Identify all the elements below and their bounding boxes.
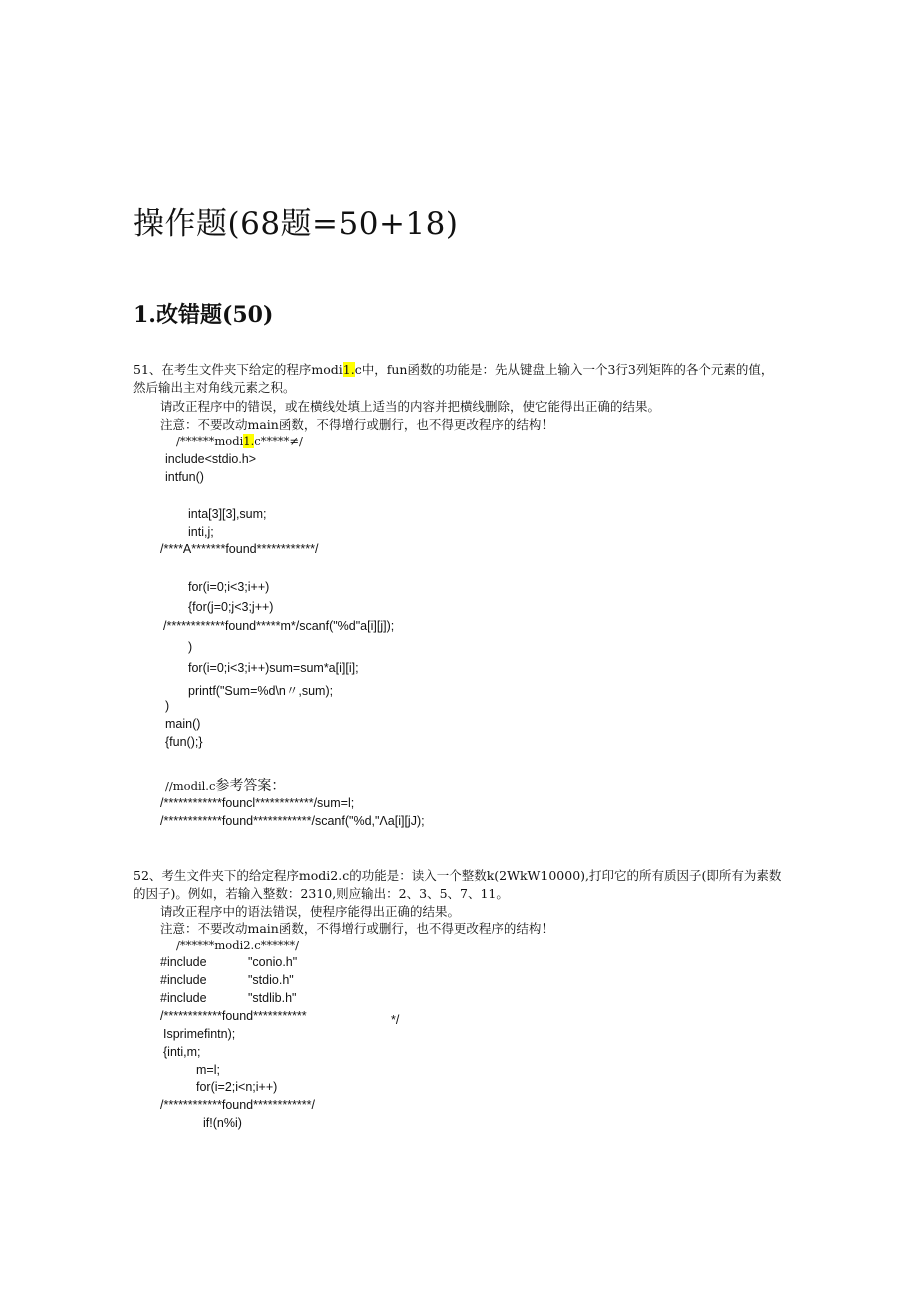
section-heading: 1.改错题(50) (133, 302, 274, 328)
q51-instruction: 请改正程序中的错误，或在横线处填上适当的内容并把横线删除，使它能得出正确的结果。 (160, 399, 661, 414)
q51-intro-line2: 然后输出主对角线元素之积。 (133, 380, 296, 395)
code-line: ) (165, 699, 170, 713)
include-keyword: #include (160, 973, 207, 987)
q52-instruction: 请改正程序中的语法错误，使程序能得出正确的结果。 (160, 904, 461, 919)
code-line: {fun();} (165, 735, 203, 749)
include-file: "conio.h" (248, 955, 298, 969)
q51-header-highlight: 1. (243, 434, 255, 448)
code-line: include<stdio.h> (165, 452, 257, 466)
page-title: 操作题(68题=50+18) (133, 206, 459, 242)
answer-line: /************found************/scanf("%d,"Λa[i][jJ); (160, 814, 425, 828)
q51-intro-text-b: c中，fun函数的功能是：先从键盘上输入一个3行3列矩阵的各个元素的值， (354, 362, 774, 377)
code-line: */ (391, 1013, 400, 1027)
code-line: /****A*******found************/ (160, 542, 319, 556)
q52-intro-line2: 的因子)。例如，若输入整数：2310,则应输出：2、3、5、7、11。 (133, 886, 509, 901)
code-line: /************found*********** (160, 1009, 307, 1023)
code-line: inta[3][3],sum; (188, 507, 267, 521)
include-keyword: #include (160, 955, 207, 969)
q51-header-text-a: /******modi (176, 434, 244, 448)
q51-header-text-b: c*****≠/ (254, 434, 303, 448)
answer-file: //modil.c (165, 779, 216, 793)
include-keyword: #include (160, 991, 207, 1005)
q51-intro-text-a: 51、在考生文件夹下给定的程序modi (133, 362, 343, 377)
q51-intro-line1 (133, 361, 773, 378)
code-line: /************found*****m*/scanf("%d"a[i][j]); (163, 619, 395, 633)
answer-line: /************founcl************/sum=l; (160, 796, 355, 810)
code-line: inti,j; (188, 525, 214, 539)
code-line: intfun() (165, 470, 204, 484)
code-line: for(i=0;i<3;i++)sum=sum*a[i][i]; (188, 661, 359, 675)
code-line: for(i=2;i<n;i++) (196, 1080, 278, 1094)
code-line: ) (188, 640, 193, 654)
code-line: if!(n%i) (203, 1116, 242, 1130)
code-line: {inti,m; (163, 1045, 201, 1059)
q52-note: 注意：不要改动main函数，不得增行或删行，也不得更改程序的结构！ (160, 921, 554, 936)
q51-note: 注意：不要改动main函数，不得增行或删行，也不得更改程序的结构！ (160, 417, 554, 432)
code-line: /************found************/ (160, 1098, 315, 1112)
include-file: "stdlib.h" (248, 991, 297, 1005)
code-line: for(i=0;i<3;i++) (188, 580, 270, 594)
q52-intro-line1: 52、考生文件夹下的给定程序modi2.c的功能是：读入一个整数k(2WkW10000),打印它的所有质因子(即所有为素数 (133, 868, 782, 883)
code-line: main() (165, 717, 201, 731)
q52-code-header: /******modi2.c******/ (176, 938, 300, 952)
code-line: {for(j=0;j<3;j++) (188, 600, 274, 614)
code-line: Isprimefintn); (163, 1027, 236, 1041)
code-line: printf("Sum=%d\n〃,sum); (188, 684, 334, 698)
answer-label: 参考答案： (215, 777, 286, 793)
code-line: m=l; (196, 1063, 220, 1077)
q51-code-header (176, 433, 303, 450)
answer-heading (165, 775, 285, 795)
q51-intro-highlight: 1. (342, 362, 355, 377)
include-file: "stdio.h" (248, 973, 294, 987)
